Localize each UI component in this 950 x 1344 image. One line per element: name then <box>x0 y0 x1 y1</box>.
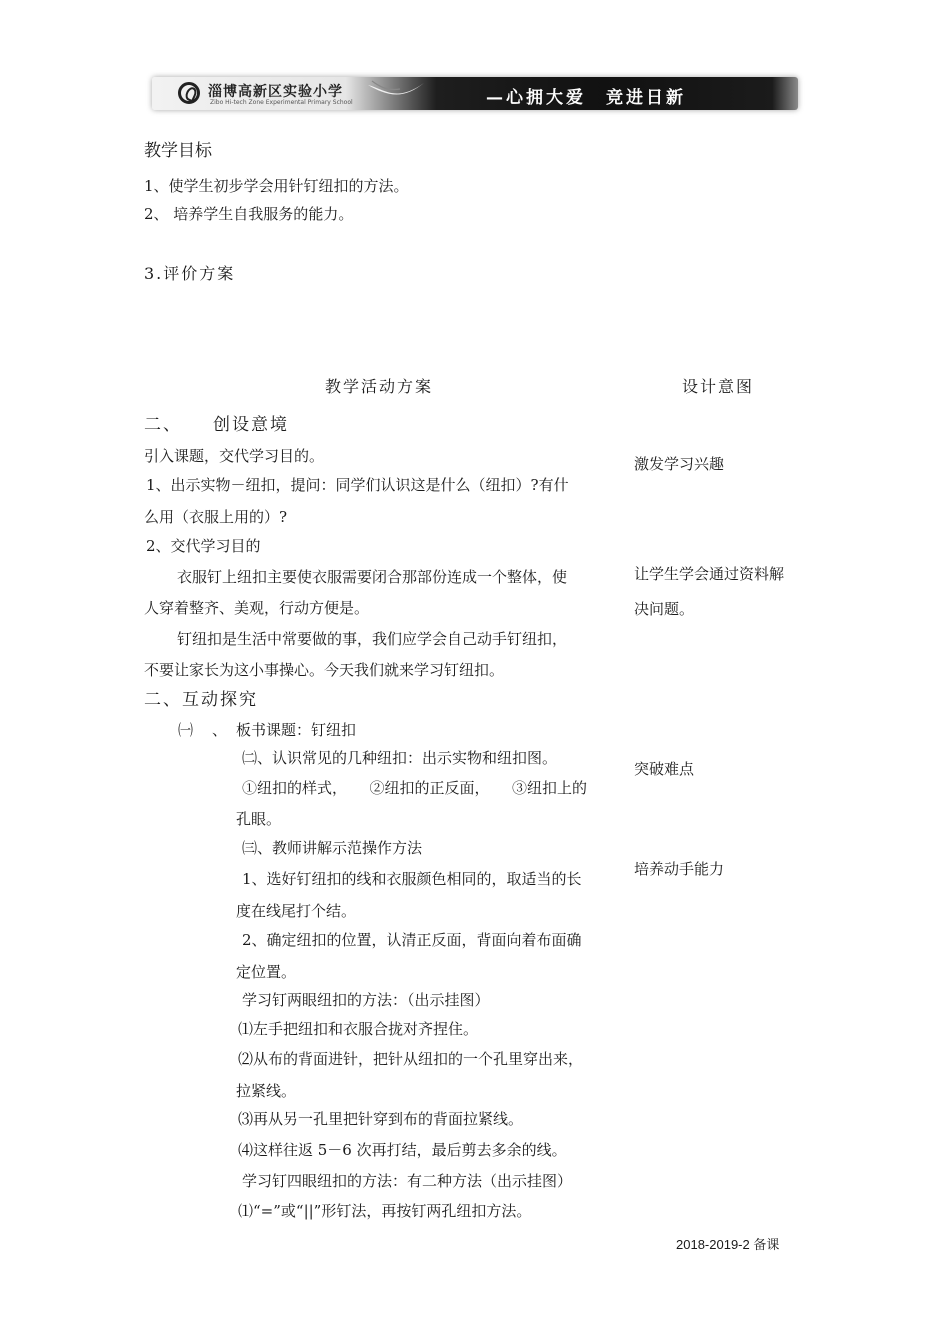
section1-para2-line2: 不要让家长为这小事操心。今天我们就来学习钉纽扣。 <box>144 661 505 679</box>
footer-stamp: 2018-2019-2 备课 <box>676 1237 780 1252</box>
school-name: 淄博高新区实验小学 <box>208 84 343 100</box>
section2-sub2-line3: 孔眼。 <box>236 810 282 828</box>
objective-item-1: 1、使学生初步学会用针钉纽扣的方法。 <box>144 177 409 195</box>
section1-para1-line1: 衣服钉上纽扣主要使衣服需要闭合那部份连成一个整体，使 <box>177 568 568 586</box>
section2-sub1-separator: 、 <box>212 721 228 739</box>
four-hole-method-title: 学习钉四眼纽扣的方法：有二种方法（出示挂图） <box>242 1172 573 1190</box>
section2-op2-line1: 2、确定纽扣的位置，认清正反面，背面向着布面确 <box>242 931 582 949</box>
school-motto: —心拥大爱 竞进日新 <box>486 88 686 108</box>
section2-sub2-line2: ①纽扣的样式， ②纽扣的正反面， ③纽扣上的 <box>242 779 588 797</box>
section2-sub2: ㈡、认识常见的几种纽扣：出示实物和纽扣图。 <box>242 749 558 767</box>
intent-2-line1: 让学生学会通过资料解 <box>634 565 785 583</box>
intent-2-line2: 决问题。 <box>634 600 695 618</box>
two-hole-step-4: ⑷这样往返 5－6 次再打结，最后剪去多余的线。 <box>238 1141 567 1159</box>
intent-4: 培养动手能力 <box>634 860 725 878</box>
two-hole-method-title: 学习钉两眼纽扣的方法：（出示挂图） <box>242 991 490 1009</box>
plan-column-header: 教学活动方案 <box>325 377 434 396</box>
intent-1: 激发学习兴趣 <box>634 455 725 473</box>
section1-para2-line1: 钉纽扣是生活中常要做的事，我们应学会自己动手钉纽扣， <box>177 630 568 648</box>
objective-item-2: 2、 培养学生自我服务的能力。 <box>144 205 354 223</box>
section2-heading: 二、互动探究 <box>144 690 258 710</box>
two-hole-step-1: ⑴左手把纽扣和衣服合拢对齐捏住。 <box>238 1020 479 1038</box>
evaluation-title: 3.评价方案 <box>144 264 236 283</box>
objectives-title: 教学目标 <box>144 141 212 161</box>
intent-3: 突破难点 <box>634 760 695 778</box>
intent-column-header: 设计意图 <box>682 377 755 396</box>
section2-op2-line2: 定位置。 <box>236 963 297 981</box>
two-hole-step-2-line2: 拉紧线。 <box>236 1082 297 1100</box>
section2-sub1-text: 板书课题：钉纽扣 <box>236 721 357 739</box>
school-logo-icon <box>178 82 200 104</box>
section1-para1-line2: 人穿着整齐、美观，行动方便是。 <box>144 599 370 617</box>
section2-sub3: ㈢、教师讲解示范操作方法 <box>242 839 423 857</box>
header-banner <box>152 77 798 110</box>
school-name-en: Zibo Hi-tech Zone Experimental Primary School <box>210 99 353 106</box>
section2-sub1-number: ㈠ <box>178 721 194 739</box>
section1-step1-line2: 么用（衣服上用的）? <box>144 508 288 526</box>
section1-intro: 引入课题，交代学习目的。 <box>144 447 325 465</box>
four-hole-step-1: ⑴“=”或“||”形钉法，再按钉两孔纽扣方法。 <box>238 1202 532 1220</box>
section1-heading-number: 二、 <box>144 415 182 435</box>
swoosh-decoration-icon <box>366 79 426 107</box>
section1-heading: 创设意境 <box>213 415 289 435</box>
section2-op1-line1: 1、选好钉纽扣的线和衣服颜色相同的，取适当的长 <box>242 870 582 888</box>
two-hole-step-3: ⑶再从另一孔里把针穿到布的背面拉紧线。 <box>238 1110 524 1128</box>
section1-step2: 2、交代学习目的 <box>146 537 261 555</box>
section2-op1-line2: 度在线尾打个结。 <box>236 902 357 920</box>
two-hole-step-2-line1: ⑵从布的背面进针，把针从纽扣的一个孔里穿出来， <box>238 1050 584 1068</box>
section1-step1-line1: 1、出示实物－纽扣，提问：同学们认识这是什么（纽扣）?有什 <box>146 476 569 494</box>
